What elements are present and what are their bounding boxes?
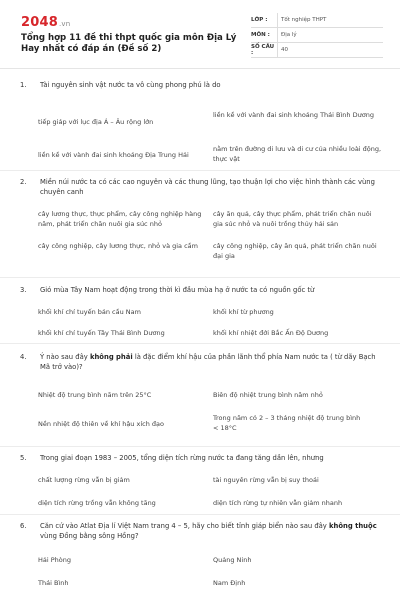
header [21, 13, 379, 68]
header-divider [0, 68, 400, 69]
options [38, 90, 382, 163]
page-title: Tổng hợp 11 đề thi thpt quốc gia môn Địa Lý Hay nhất có đáp án (Đề số 2) [21, 33, 237, 54]
meta-value: 40 [277, 43, 383, 57]
question-6 [20, 521, 382, 591]
question-2 [20, 177, 382, 267]
option-d[interactable]: nằm trên đường di lưu và di cư của nhiều loài động, thực vật [213, 145, 382, 163]
question-prompt: Căn cứ vào Atlat Địa lí Việt Nam trang 4 – 5, hãy cho biết tỉnh giáp biển nào sau đây [40, 522, 329, 530]
question-separator [0, 343, 400, 344]
question-emphasis: không thuộc [329, 522, 377, 530]
question-number: 4. [20, 353, 27, 361]
question-number: 2. [20, 178, 27, 186]
options [38, 541, 382, 591]
meta-value: Tốt nghiệp THPT [277, 13, 383, 27]
options [38, 295, 382, 335]
option-d[interactable]: Trong năm có 2 – 3 tháng nhiệt độ trung bình < 18°C [213, 414, 361, 432]
option-b[interactable]: khối khí từ phương [213, 308, 274, 316]
option-c[interactable]: liền kề với vành đai sinh khoáng Địa Trung Hải [38, 151, 189, 159]
question-5 [20, 453, 382, 507]
option-a[interactable]: Hải Phòng [38, 556, 72, 564]
logo-text: 2048 [21, 15, 58, 30]
question-prompt-end: vùng Đồng bằng sông Hồng? [40, 532, 139, 540]
question-emphasis: không phải [89, 353, 133, 361]
question-4 [20, 352, 382, 442]
option-a[interactable]: Nhiệt độ trung bình năm trên 25°C [38, 391, 152, 399]
question-separator [0, 170, 400, 171]
question-number: 5. [20, 454, 27, 462]
option-d[interactable]: diện tích rừng tự nhiên vẫn giảm nhanh [213, 499, 343, 507]
question-text [20, 80, 382, 90]
option-d[interactable]: cây công nghiệp, cây ăn quả, phát triển chăn nuôi đại gia [213, 242, 377, 260]
logo-suffix: .vn [58, 20, 71, 28]
option-b[interactable]: Biên độ nhiệt trung bình năm nhỏ [213, 391, 323, 399]
option-b[interactable]: cây ăn quả, cây thực phẩm, phát triển chăn nuôi gia súc nhỏ và nuôi trồng thủy hải sản [213, 210, 372, 228]
option-d[interactable]: Nam Định [213, 579, 246, 587]
site-logo[interactable] [21, 15, 70, 30]
option-d[interactable]: khối khí nhiệt đới Bắc Ấn Độ Dương [213, 329, 329, 337]
question-prompt: Ý nào sau đây [40, 353, 90, 361]
question-3 [20, 285, 382, 335]
meta-row-count [251, 43, 383, 58]
meta-value: Địa lý [277, 28, 383, 42]
question-text [20, 521, 382, 541]
option-c[interactable]: khối khí chí tuyến Tây Thái Bình Dương [38, 329, 165, 337]
option-a[interactable]: tiếp giáp với lục địa Á – Âu rộng lớn [38, 118, 154, 126]
question-separator [0, 514, 400, 515]
question-1 [20, 80, 382, 163]
option-a[interactable]: chất lượng rừng vẫn bị giảm [38, 476, 130, 484]
option-c[interactable]: diện tích rừng trồng vẫn không tăng [38, 499, 156, 507]
option-a[interactable]: cây lương thực, thực phẩm, cây công nghiệp hàng năm, phát triển chăn nuôi gia súc nhỏ [38, 210, 202, 228]
question-text [20, 352, 382, 372]
question-number: 3. [20, 286, 27, 294]
question-text [20, 177, 382, 197]
option-c[interactable]: cây công nghiệp, cây lương thực, nhỏ và gia cầm [38, 242, 198, 250]
option-b[interactable]: tài nguyên rừng vẫn bị suy thoái [213, 476, 319, 484]
question-prompt: Trong giai đoạn 1983 – 2005, tổng diện tích rừng nước ta đang tăng dần lên, nhưng [40, 454, 324, 462]
meta-key: SỐ CÂU : [251, 44, 275, 56]
option-c[interactable]: Nền nhiệt độ thiên về khí hậu xích đạo [38, 420, 164, 428]
question-prompt: Gió mùa Tây Nam hoạt động trong thời kì đầu mùa hạ ở nước ta có nguồn gốc từ [40, 286, 315, 294]
option-b[interactable]: liền kề với vành đai sinh khoáng Thái Bình Dương [213, 111, 374, 119]
question-prompt: Tài nguyên sinh vật nước ta vô cùng phong phú là do [40, 81, 221, 89]
option-c[interactable]: Thái Bình [38, 579, 69, 587]
question-text [20, 285, 382, 295]
meta-row-class [251, 13, 383, 28]
question-separator [0, 277, 400, 278]
options [38, 197, 382, 267]
question-number: 1. [20, 81, 27, 89]
meta-table [251, 13, 383, 58]
question-prompt: Miền núi nước ta có các cao nguyên và các thung lũng, tạo thuận lợi cho việc hình thành các vùng chuyên canh [40, 178, 375, 196]
options [38, 372, 382, 442]
meta-key: MÔN : [251, 32, 270, 38]
question-separator [0, 446, 400, 447]
options [38, 463, 382, 507]
meta-row-subject [251, 28, 383, 43]
question-number: 6. [20, 522, 27, 530]
option-a[interactable]: khối khí chí tuyến bán cầu Nam [38, 308, 141, 316]
meta-key: LỚP : [251, 17, 268, 23]
question-text [20, 453, 382, 463]
question-prompt-end: là đặc điểm khí hậu của phần lãnh thổ phía Nam nước ta ( từ dãy Bạch Mã trở vào)? [40, 353, 376, 371]
option-b[interactable]: Quảng Ninh [213, 556, 252, 564]
